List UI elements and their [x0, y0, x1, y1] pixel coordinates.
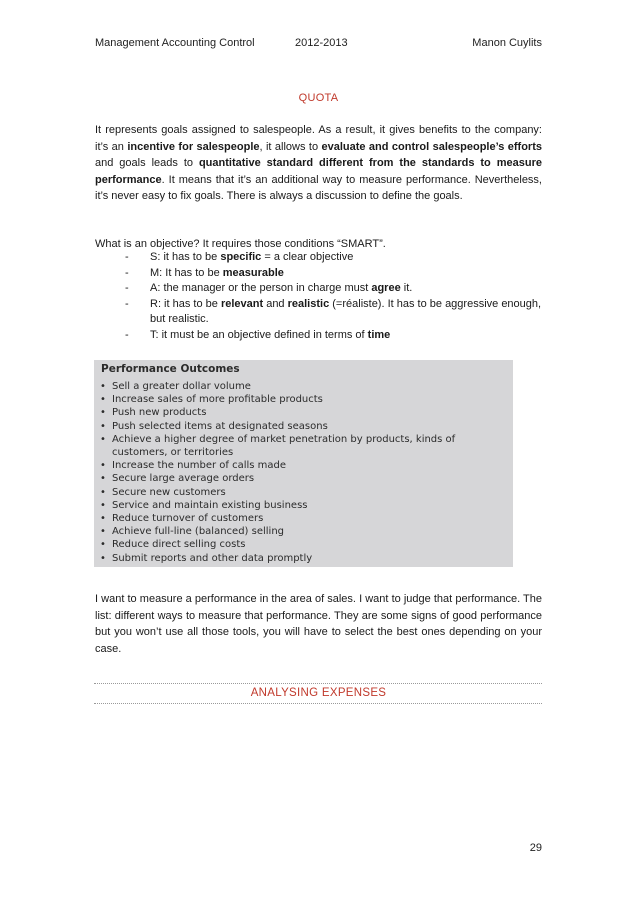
- smart-item: [125, 297, 542, 328]
- text-run: R: it has to be: [150, 297, 221, 310]
- bullet-icon: •: [100, 473, 106, 485]
- smart-item: [125, 266, 542, 282]
- bullet-icon: •: [100, 381, 106, 392]
- outcome-item: [100, 393, 507, 406]
- smart-item: [125, 250, 542, 266]
- outcome-text: Secure large average orders: [112, 473, 255, 485]
- bullet-icon: •: [100, 460, 106, 472]
- bold-text: specific: [220, 251, 262, 263]
- outcome-text: Service and maintain existing business: [112, 499, 308, 511]
- outcome-text: Reduce direct selling costs: [112, 539, 246, 551]
- text-run: (=réaliste). It has to be aggressive enough, but realistic.: [150, 297, 542, 325]
- text-run: It represents goals assigned to salespeople. As a result, it gives benefits to the company: it’s an: [95, 124, 542, 153]
- section-divider-top: [94, 683, 542, 684]
- bullet-icon: •: [100, 513, 106, 525]
- outcome-text: Increase the number of calls made: [112, 460, 287, 472]
- bullet-icon: •: [100, 526, 106, 538]
- bold-text: incentive for salespeople: [127, 140, 260, 153]
- outcome-text: Push new products: [112, 407, 207, 419]
- quota-paragraph: [95, 122, 542, 205]
- objective-intro: What is an objective? It requires those conditions “SMART”.: [95, 238, 386, 250]
- outcome-item: [100, 486, 507, 499]
- text-run: it.: [400, 282, 413, 294]
- outcome-item: [100, 433, 507, 459]
- header-author: Manon Cuylits: [472, 37, 542, 49]
- outcome-item: [100, 380, 507, 393]
- outcome-text: Secure new customers: [112, 486, 226, 498]
- performance-outcomes-list: [100, 380, 507, 565]
- quota-heading: QUOTA: [298, 92, 339, 104]
- header-course: Management Accounting Control: [95, 37, 255, 49]
- bullet-icon: •: [100, 433, 106, 445]
- bullet-icon: •: [100, 486, 106, 498]
- bullet-icon: •: [100, 407, 106, 419]
- text-run: M: It has to be: [150, 266, 223, 279]
- page-number: 29: [529, 842, 542, 854]
- bold-text: relevant: [220, 297, 264, 310]
- outcome-text: Achieve full-line (balanced) selling: [112, 526, 285, 538]
- header-year: 2012-2013: [295, 37, 348, 49]
- outcome-text: Submit reports and other data promptly: [112, 552, 313, 564]
- performance-outcomes-title: Performance Outcomes: [101, 363, 240, 375]
- outcome-text: Push selected items at designated seasons: [112, 420, 328, 432]
- outcome-item: [100, 406, 507, 419]
- text-run: T: it must be an objective defined in terms of: [150, 328, 368, 341]
- outcome-item: [100, 552, 507, 565]
- text-run: and: [263, 297, 288, 310]
- outcome-item: [100, 499, 507, 512]
- outcome-text: Reduce turnover of customers: [112, 513, 264, 525]
- section-divider-bottom: [94, 703, 542, 704]
- bold-text: measurable: [222, 266, 284, 279]
- bullet-icon: •: [100, 394, 106, 406]
- smart-list: [125, 250, 542, 343]
- outcome-item: [100, 525, 507, 538]
- text-run: S: it has to be: [150, 251, 221, 263]
- bold-text: time: [367, 328, 391, 341]
- outcome-item: [100, 420, 507, 433]
- page-header: [95, 37, 542, 51]
- smart-item: [125, 328, 542, 344]
- outcome-item: [100, 512, 507, 525]
- bold-text: evaluate and control salespeople’s efforts: [321, 140, 542, 153]
- text-run: , it allows to: [259, 140, 322, 153]
- bullet-icon: •: [100, 552, 106, 564]
- outcome-item: [100, 472, 507, 485]
- outcome-item: [100, 459, 507, 472]
- analysing-expenses-heading: ANALYSING EXPENSES: [250, 687, 387, 699]
- bullet-icon: •: [100, 499, 106, 511]
- bold-text: agree: [371, 282, 401, 294]
- smart-item: [125, 281, 542, 297]
- outcome-item: [100, 538, 507, 551]
- outcome-text: Increase sales of more profitable products: [112, 394, 323, 406]
- text-run: = a clear objective: [261, 251, 354, 263]
- text-run: and goals leads to: [95, 157, 199, 169]
- outcome-text: Sell a greater dollar volume: [112, 381, 251, 392]
- bullet-icon: •: [100, 539, 106, 551]
- text-run: A: the manager or the person in charge must: [150, 282, 372, 294]
- bullet-icon: •: [100, 420, 106, 432]
- outcome-text: Achieve a higher degree of market penetration by products, kinds of customers, or territories: [112, 433, 456, 459]
- measure-paragraph: I want to measure a performance in the area of sales. I want to judge that performance. The list: different ways to measure that performance. They are some signs of good performance but you won’t use all those tools, you will have to select the best ones depending on your case.: [95, 593, 542, 655]
- bold-text: realistic: [287, 297, 330, 310]
- text-run: . It means that it’s an additional way to measure performance. Nevertheless, it’s never easy to fix goals. There is always a discussion to define the goals.: [95, 173, 542, 202]
- bold-text: quantitative standard different from the standards to measure performance: [95, 157, 542, 186]
- performance-outcomes-figure: [94, 360, 513, 567]
